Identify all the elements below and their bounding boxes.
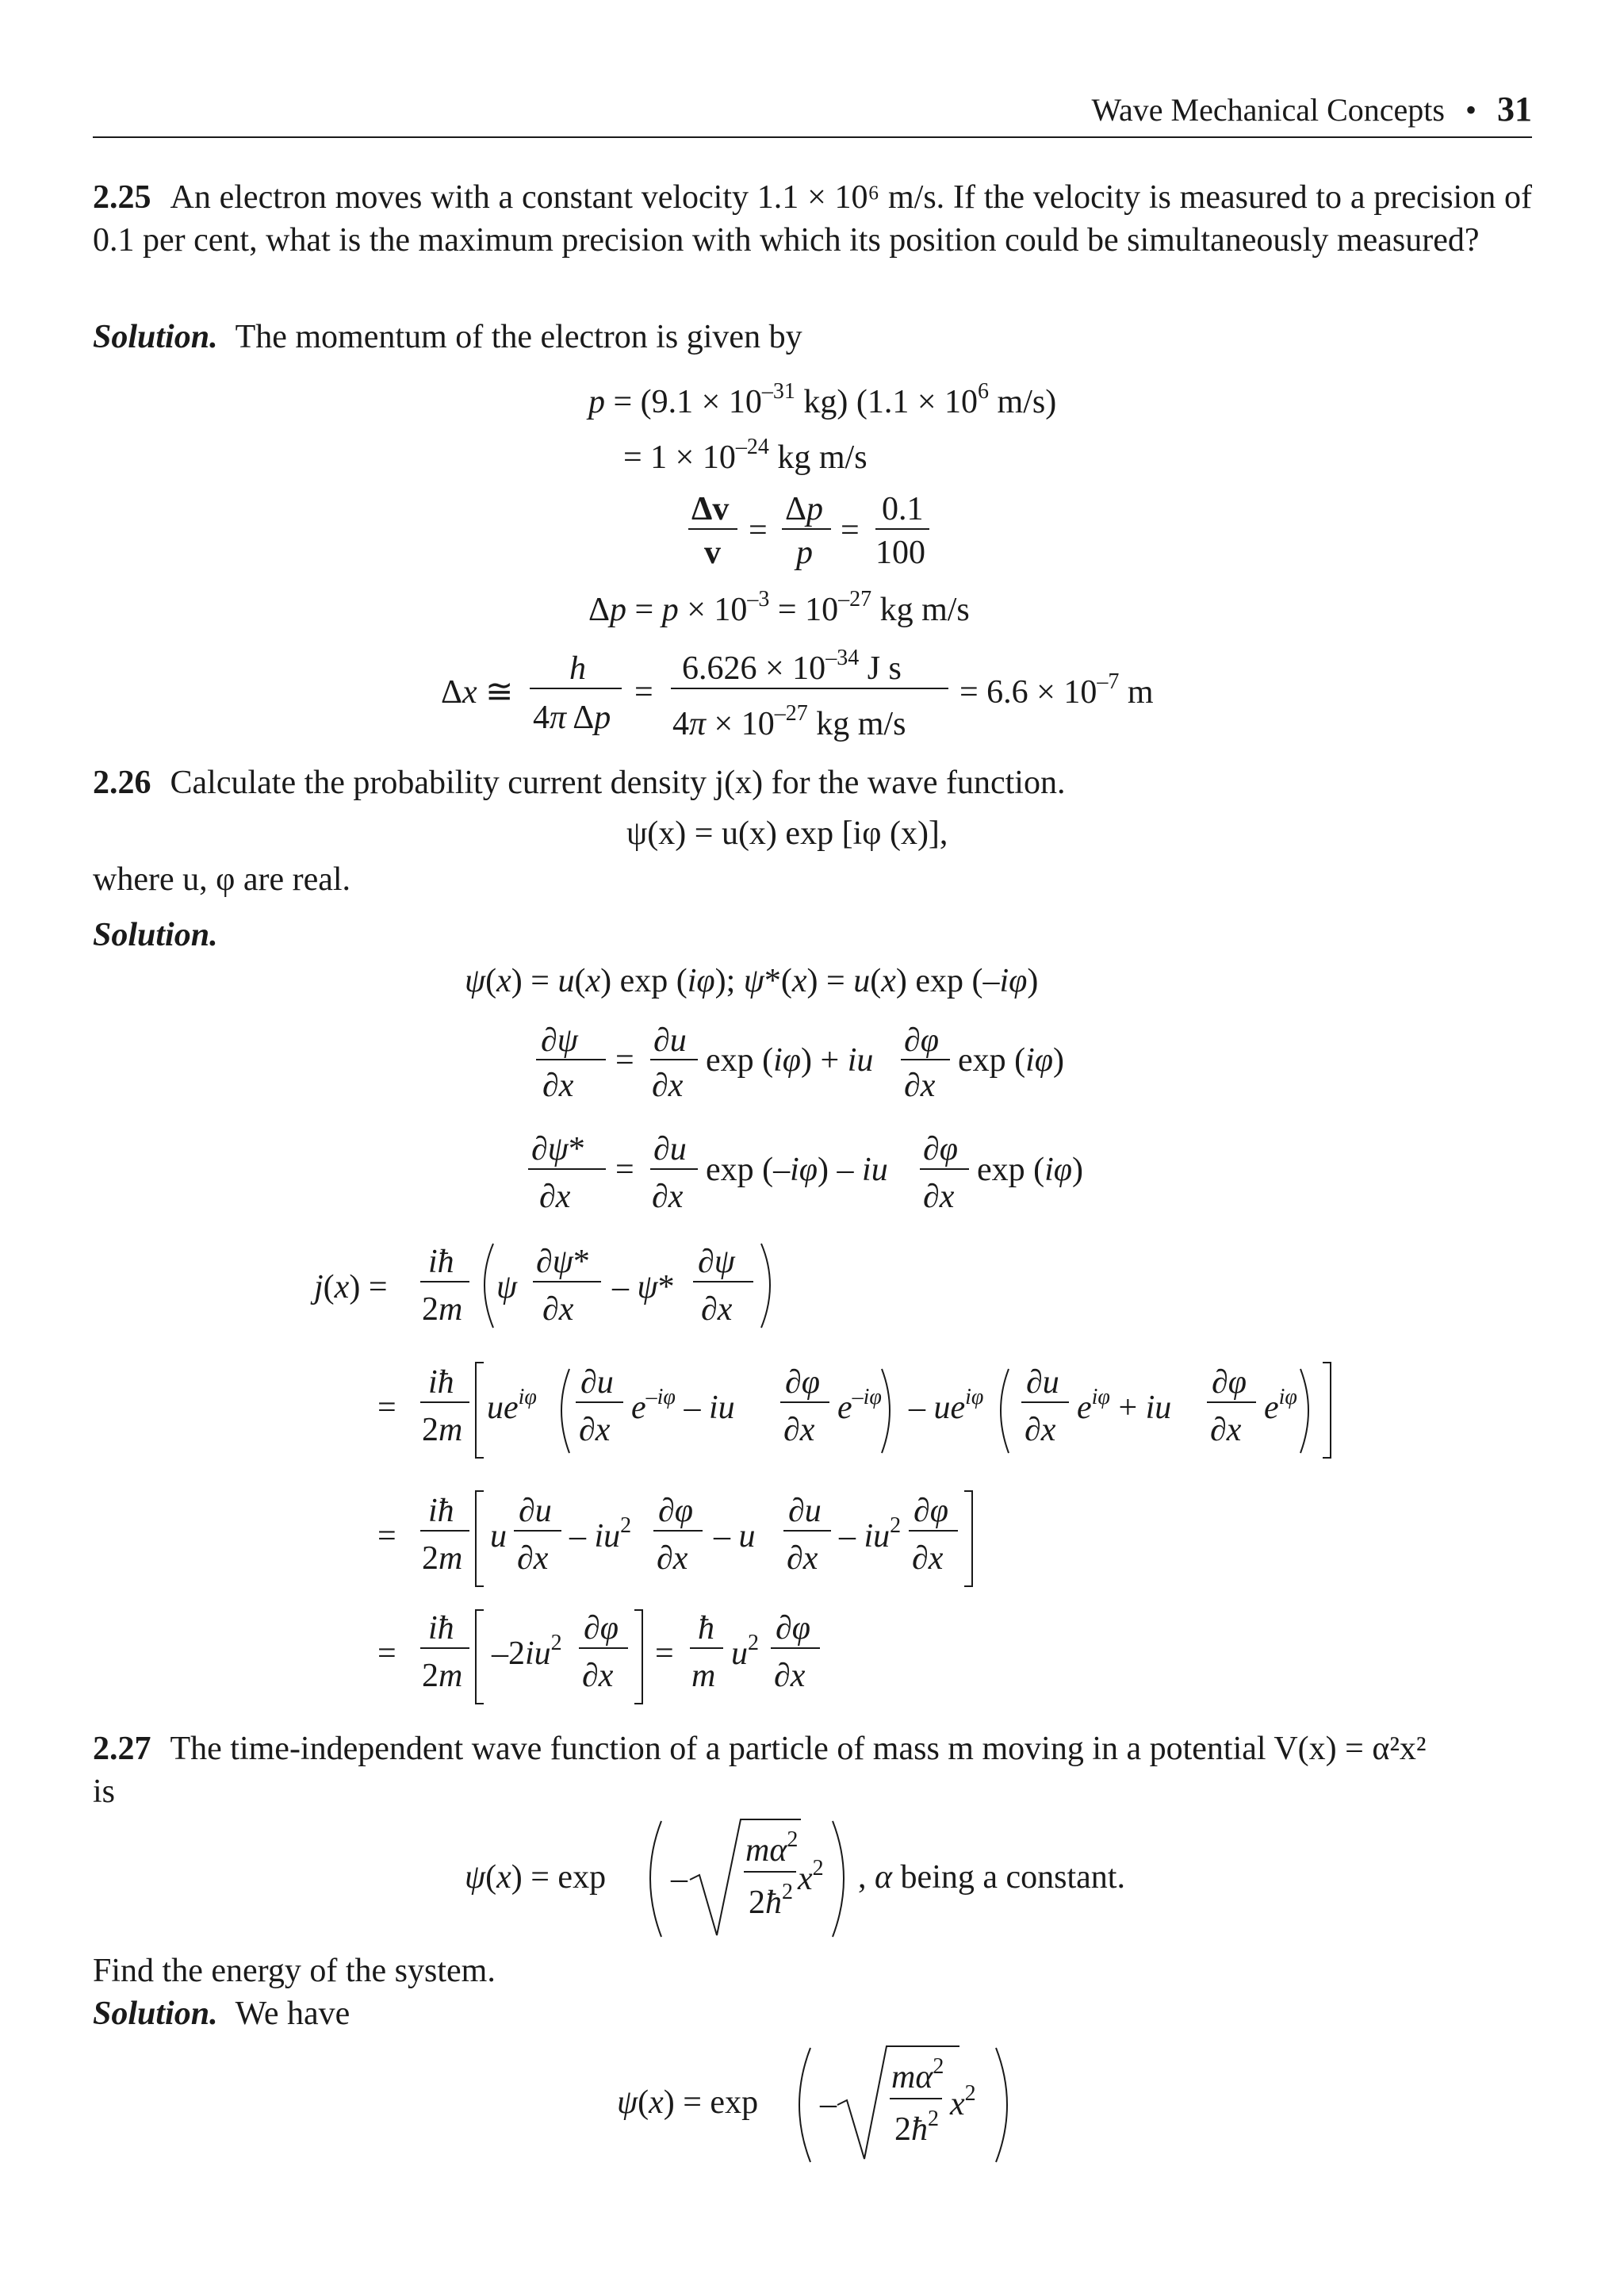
svg-text:∂u: ∂u <box>788 1493 822 1529</box>
svg-text:=: = <box>749 512 768 549</box>
svg-text:exp (iφ): exp (iφ) <box>977 1152 1084 1188</box>
equation-delta-x <box>441 646 1154 742</box>
equation-momentum <box>586 379 1056 420</box>
solution-label: Solution. <box>93 319 218 355</box>
svg-text:u2: $u^2$ <box>731 1631 759 1672</box>
svg-text:4π Δp: 4π Δp <box>533 700 611 736</box>
svg-text:∂x: ∂x <box>539 1179 571 1215</box>
header-title: Wave Mechanical Concepts <box>1091 92 1445 128</box>
equation-dpsi-dx <box>536 1022 1064 1104</box>
svg-text:Δp = p × 10–3 = 10–27 kg m/s: $\Delta p = p \times 10^{-3} = 10^{-27}$ kg m/s <box>588 587 970 628</box>
problem-text: Calculate the probability current density j(x) for the wave function. <box>170 765 1066 801</box>
given-wave-function: ψ(x) = u(x) exp [iφ (x)], <box>626 815 948 852</box>
svg-text:–: – <box>671 1861 688 1897</box>
svg-text:∂φ: ∂φ <box>785 1364 821 1401</box>
svg-text:∂φ: ∂φ <box>904 1022 940 1059</box>
svg-text:=: = <box>655 1635 674 1672</box>
svg-text:∂φ: ∂φ <box>923 1131 959 1167</box>
equation-dpsistar-dx <box>528 1131 1083 1215</box>
svg-text:j(x) =: j(x) = <box>314 1269 388 1305</box>
solution-label: Solution. <box>93 917 218 953</box>
equation-current-density-step1 <box>377 1363 1331 1458</box>
svg-text:ψ(x) = u(x) exp (iφ); ψ*(x): ψ(x) = u(x) exp (iφ); ψ*(x) = u(x) exp (–iφ) <box>465 963 1039 999</box>
solution-intro: We have <box>235 1996 350 2032</box>
svg-text:∂x: ∂x <box>923 1179 955 1215</box>
problem-text: The time-independent wave function of a particle of mass m moving in a potential V(x) = α²x² <box>170 1731 1427 1767</box>
svg-text:p: p <box>796 535 813 571</box>
svg-text:ħ: ħ <box>698 1610 714 1647</box>
svg-text:x2: $x^2$ <box>950 2081 976 2122</box>
svg-text:∂x: ∂x <box>657 1540 688 1577</box>
svg-text:–2iu2: $-2iu^2$ <box>492 1631 562 1672</box>
svg-text:= 1 × 10–24 kg m/s: = $1 \times 10^{-24}$ kg m/s <box>623 435 868 476</box>
svg-text:mα2: $m\alpha^2$ <box>891 2054 944 2095</box>
problem-text-line2: is <box>93 1773 116 1810</box>
equation-current-density-result <box>377 1610 820 1704</box>
svg-text:∂x: ∂x <box>652 1179 684 1215</box>
svg-text:=: = <box>634 674 653 711</box>
svg-text:eiφ + iu: $e^{i\varphi}$ + iu <box>1077 1385 1172 1426</box>
svg-text:∂x: ∂x <box>542 1068 574 1104</box>
solution-intro: The momentum of the electron is given by <box>235 319 802 355</box>
svg-text:∂x: ∂x <box>1025 1412 1056 1448</box>
problem-task: Find the energy of the system. <box>93 1953 496 1989</box>
svg-text:Δv: Δv <box>691 491 730 527</box>
svg-text:iħ: iħ <box>428 1493 454 1529</box>
svg-text:∂x: ∂x <box>783 1412 815 1448</box>
svg-text:=: = <box>841 512 860 549</box>
svg-text:2m: 2m <box>422 1291 463 1328</box>
svg-text:2ħ2: $2ħ^2$ <box>894 2107 939 2148</box>
svg-text:– ueiφ: – $ue^{i\varphi}$ <box>909 1385 984 1426</box>
svg-text:∂x: ∂x <box>652 1068 684 1104</box>
svg-text:∂x: ∂x <box>517 1540 549 1577</box>
svg-text:ueiφ: $ue^{i\varphi}$ <box>487 1385 537 1426</box>
svg-text:∂φ: ∂φ <box>776 1610 811 1647</box>
svg-text:– iu2: – $iu^2$ <box>839 1513 902 1555</box>
svg-text:ψ: ψ <box>496 1269 518 1305</box>
svg-text:mα2: $m\alpha^2$ <box>745 1827 799 1869</box>
svg-text:∂x: ∂x <box>579 1412 611 1448</box>
problem-number: 2.25 <box>93 179 151 216</box>
svg-text:exp (–iφ) – iu: exp (–iφ) – iu <box>706 1152 888 1188</box>
svg-text:∂ψ: ∂ψ <box>698 1244 735 1280</box>
svg-text:v: v <box>704 535 721 571</box>
svg-text:∂x: ∂x <box>582 1658 614 1694</box>
svg-text:2m: 2m <box>422 1540 463 1577</box>
svg-text:–: – <box>820 2086 837 2122</box>
svg-text:– u: – u <box>714 1518 756 1555</box>
svg-text:∂ψ*: ∂ψ* <box>531 1131 585 1167</box>
svg-text:h: h <box>569 650 586 687</box>
svg-text:exp (iφ) + iu: exp (iφ) + iu <box>706 1042 874 1079</box>
svg-text:∂x: ∂x <box>701 1291 733 1328</box>
header-bullet: • <box>1465 92 1477 128</box>
equation-wave-function-solution <box>617 2046 1007 2162</box>
svg-text:∂u: ∂u <box>519 1493 552 1529</box>
svg-text:∂u: ∂u <box>1026 1364 1059 1401</box>
problem-condition: where u, φ are real. <box>93 861 351 898</box>
svg-text:∂φ: ∂φ <box>658 1493 694 1529</box>
svg-text:=: = <box>615 1042 634 1079</box>
svg-text:100: 100 <box>875 535 925 571</box>
svg-text:∂u: ∂u <box>580 1364 614 1401</box>
svg-text:4π × 10–27 kg m/s: $4\pi \times 10^{-27}$ kg m/s <box>672 701 906 742</box>
svg-text:u: u <box>490 1518 507 1555</box>
svg-text:∂x: ∂x <box>787 1540 818 1577</box>
svg-text:, α being a constant.: , α being a constant. <box>858 1859 1125 1896</box>
svg-text:0.1: 0.1 <box>882 491 924 527</box>
svg-text:ψ(x) = exp: ψ(x) = exp <box>617 2084 759 2121</box>
svg-text:m: m <box>691 1658 716 1694</box>
svg-text:ψ(x) = exp: ψ(x) = exp <box>465 1859 607 1896</box>
svg-text:e–iφ – iu: $e^{-i\varphi}$ – iu <box>631 1385 735 1426</box>
svg-text:e–iφ: $e^{-i\varphi}$ <box>837 1385 882 1426</box>
svg-text:∂u: ∂u <box>653 1131 687 1167</box>
svg-text:∂u: ∂u <box>653 1022 687 1059</box>
svg-text:– iu2: – $iu^2$ <box>569 1513 632 1555</box>
equation-relative-precision <box>688 491 929 571</box>
svg-text:∂φ: ∂φ <box>914 1493 949 1529</box>
svg-text:2ħ2: $2ħ^2$ <box>749 1880 793 1921</box>
equation-momentum-value <box>623 435 868 476</box>
svg-text:∂x: ∂x <box>774 1658 806 1694</box>
equation-wave-function-given <box>465 1819 1125 1937</box>
svg-text:∂x: ∂x <box>904 1068 936 1104</box>
svg-text:Δx ≅: Δx ≅ <box>441 674 514 711</box>
svg-text:iħ: iħ <box>428 1364 454 1401</box>
problem-number: 2.27 <box>93 1731 151 1767</box>
svg-text:∂ψ: ∂ψ <box>541 1022 578 1059</box>
svg-text:6.626 × 10–34 J s: $6.626 \times 10^{-34}$ J s <box>682 646 902 687</box>
equation-current-density <box>310 1244 770 1328</box>
solution-label: Solution. <box>93 1996 218 2032</box>
svg-text:iħ: iħ <box>428 1244 454 1280</box>
svg-text:eiφ: $e^{i\varphi}$ <box>1264 1385 1297 1426</box>
svg-text:Δp: Δp <box>785 491 824 527</box>
svg-text:exp (iφ): exp (iφ) <box>958 1042 1065 1079</box>
svg-text:=: = <box>377 1635 396 1672</box>
svg-text:∂φ: ∂φ <box>1212 1364 1247 1401</box>
svg-text:x2: $x^2$ <box>798 1856 824 1897</box>
problem-number: 2.26 <box>93 765 151 801</box>
svg-text:∂ψ*: ∂ψ* <box>536 1244 590 1280</box>
problem-text: An electron moves with a constant velocity 1.1 × 10⁶ m/s. If the velocity is measured to a precision of 0.1 per cent, what is the maximum precision with which its position could be simultaneously measured? <box>93 179 1532 259</box>
equation-current-density-step2 <box>377 1491 972 1586</box>
svg-text:∂x: ∂x <box>1210 1412 1242 1448</box>
svg-text:2m: 2m <box>422 1658 463 1694</box>
equation-psi-and-conjugate <box>465 963 1038 999</box>
svg-text:=: = <box>615 1152 634 1188</box>
svg-text:– ψ*: – ψ* <box>612 1269 675 1305</box>
svg-text:∂x: ∂x <box>542 1291 574 1328</box>
svg-text:∂φ: ∂φ <box>584 1610 619 1647</box>
svg-text:=: = <box>377 1390 396 1426</box>
svg-text:p = (9.1 × 10–31 kg) (1.1 × 10: $p = (9.1 \times 10^{-31}$ kg) ($1.1 \times 10^6$ m/s) <box>588 379 1057 420</box>
page-number: 31 <box>1497 90 1532 128</box>
svg-text:iħ: iħ <box>428 1610 454 1647</box>
svg-text:= 6.6 × 10–7 m: = $6.6 \times 10^{-7}$ m <box>959 669 1154 711</box>
svg-text:=: = <box>377 1518 396 1555</box>
svg-text:∂x: ∂x <box>912 1540 944 1577</box>
svg-text:2m: 2m <box>422 1412 463 1448</box>
equation-delta-p <box>588 587 970 628</box>
